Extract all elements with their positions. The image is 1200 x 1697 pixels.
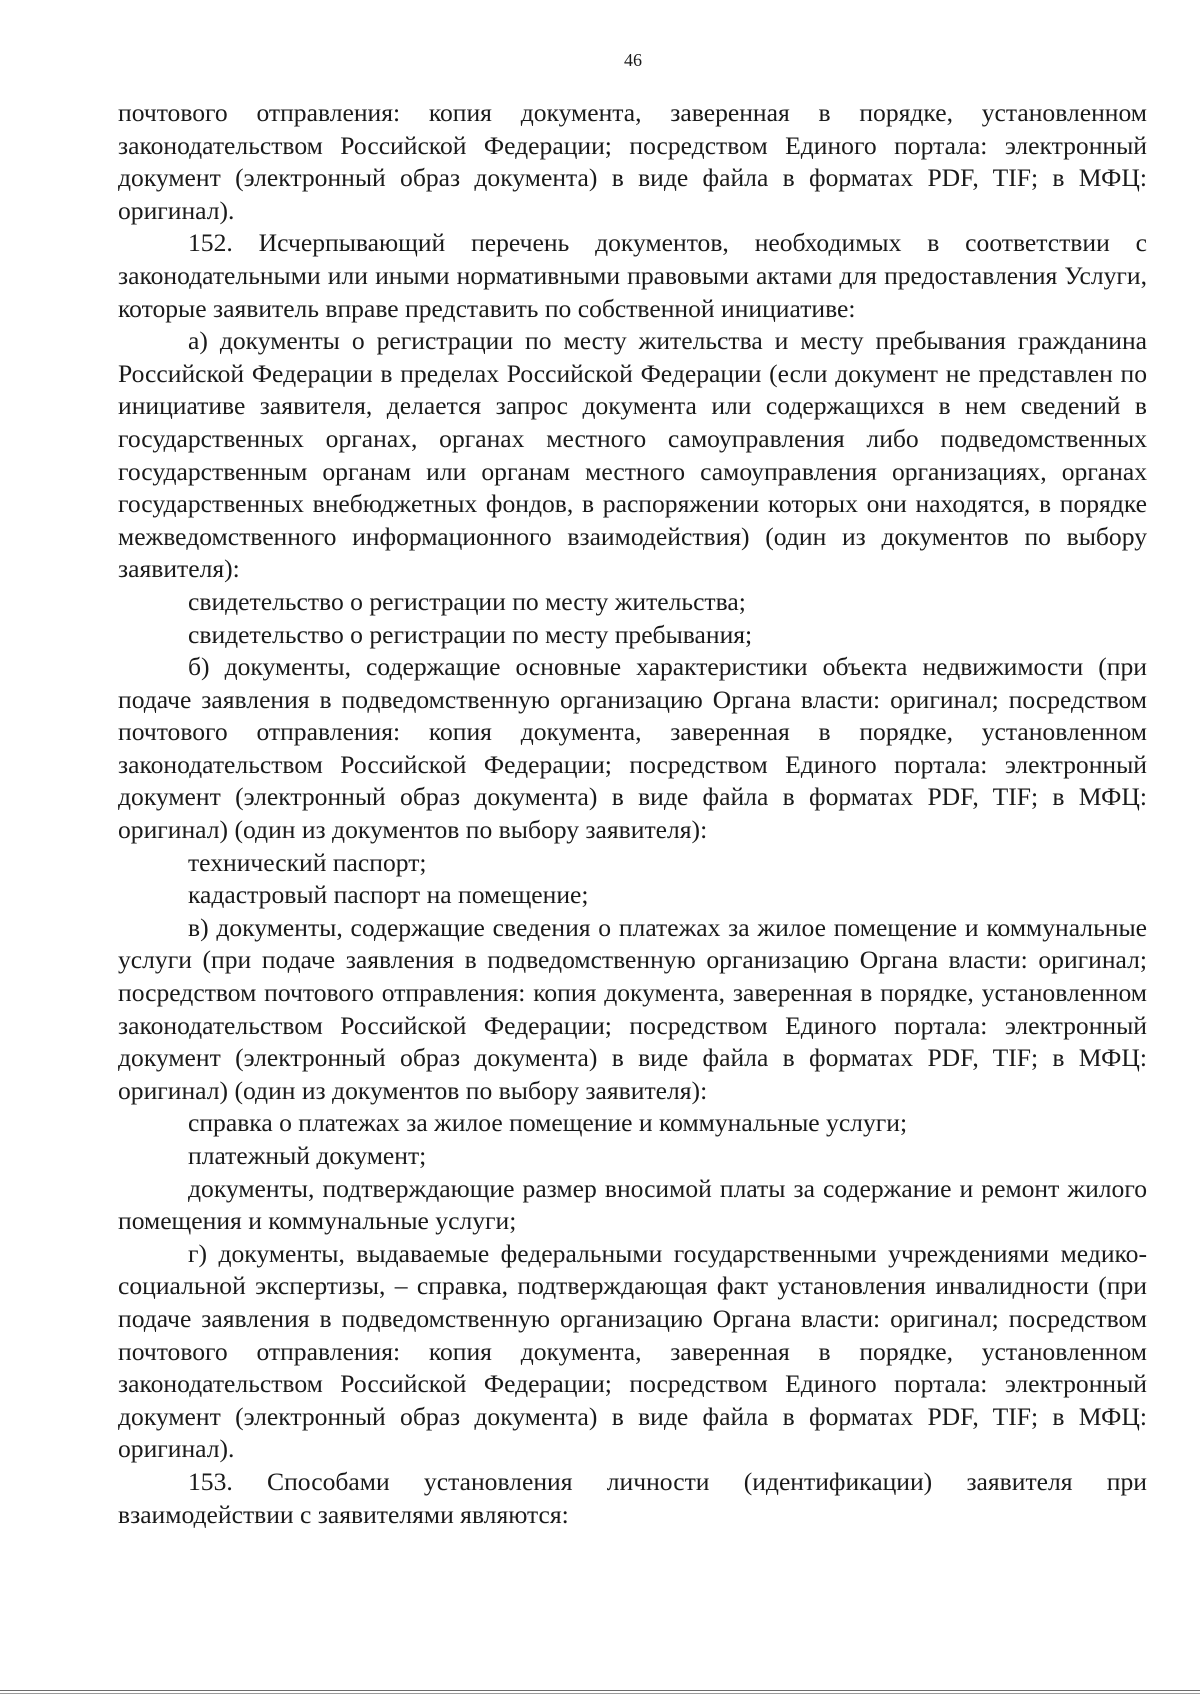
paragraph-subitem-v: в) документы, содержащие сведения о платежах за жилое помещение и коммунальные услуги (при подаче заявления в подведомственную организацию Органа власти: оригинал; посредством почтового отправления: копия документа, заверенная в порядке, установленном законодательством Российской Федерации; посредством Единого портала: электронный документ (электронный образ документа) в виде файла в форматах PDF, TIF; в МФЦ: оригинал) (один из документов по выбору заявителя):: [118, 912, 1147, 1105]
paragraph-subitem-b: б) документы, содержащие основные характеристики объекта недвижимости (при подаче заявления в подведомственную организацию Органа власти: оригинал; посредством почтового отправления: копия документа, заверенная в порядке, установленном законодательством Российской Федерации; посредством Единого портала: электронный документ (электронный образ документа) в виде файла в форматах PDF, TIF; в МФЦ: оригинал) (один из документов по выбору заявителя):: [118, 652, 1147, 845]
list-item: кадастровый паспорт на помещение;: [188, 880, 589, 910]
list-item: свидетельство о регистрации по месту жительства;: [188, 586, 746, 616]
paragraph-item-152: 152. Исчерпывающий перечень документов, необходимых в соответствии с законодательными или иными нормативными правовыми актами для предоставления Услуги, которые заявитель вправе представить по собственной инициативе:: [118, 228, 1147, 323]
paragraph-item-153: 153. Способами установления личности (идентификации) заявителя при взаимодействии с заявителями являются:: [118, 1466, 1147, 1529]
document-body: [118, 97, 1147, 1531]
list-item: свидетельство о регистрации по месту пребывания;: [188, 619, 753, 649]
list-item: справка о платежах за жилое помещение и коммунальные услуги;: [188, 1108, 908, 1138]
paragraph-subitem-a: а) документы о регистрации по месту жительства и месту пребывания гражданина Российской Федерации в пределах Российской Федерации (если документ не представлен по инициативе заявителя, делается запрос документа или содержащихся в нем сведений в государственных органах, органах местного самоуправления либо подведомственных государственным органам или органам местного самоуправления организациях, органах государственных внебюджетных фондов, в распоряжении которых они находятся, в порядке межведомственного информационного взаимодействия) (один из документов по выбору заявителя):: [118, 326, 1147, 584]
bottom-border-line: [0, 1690, 1200, 1691]
list-item: документы, подтверждающие размер вносимой платы за содержание и ремонт жилого помещения и коммунальные услуги;: [118, 1173, 1147, 1236]
page-number: 46: [624, 50, 642, 70]
list-item: технический паспорт;: [188, 847, 427, 877]
paragraph-continuation: почтового отправления: копия документа, заверенная в порядке, установленном законодательством Российской Федерации; посредством Единого портала: электронный документ (электронный образ документа) в виде файла в форматах PDF, TIF; в МФЦ: оригинал).: [118, 98, 1147, 225]
paragraph-subitem-g: г) документы, выдаваемые федеральными государственными учреждениями медико-социальной экспертизы, – справка, подтверждающая факт установления инвалидности (при подаче заявления в подведомственную организацию Органа власти: оригинал; посредством почтового отправления: копия документа, заверенная в порядке, установленном законодательством Российской Федерации; посредством Единого портала: электронный документ (электронный образ документа) в виде файла в форматах PDF, TIF; в МФЦ: оригинал).: [118, 1238, 1147, 1464]
bottom-border-line: [0, 1693, 1200, 1694]
list-item: платежный документ;: [188, 1141, 427, 1170]
